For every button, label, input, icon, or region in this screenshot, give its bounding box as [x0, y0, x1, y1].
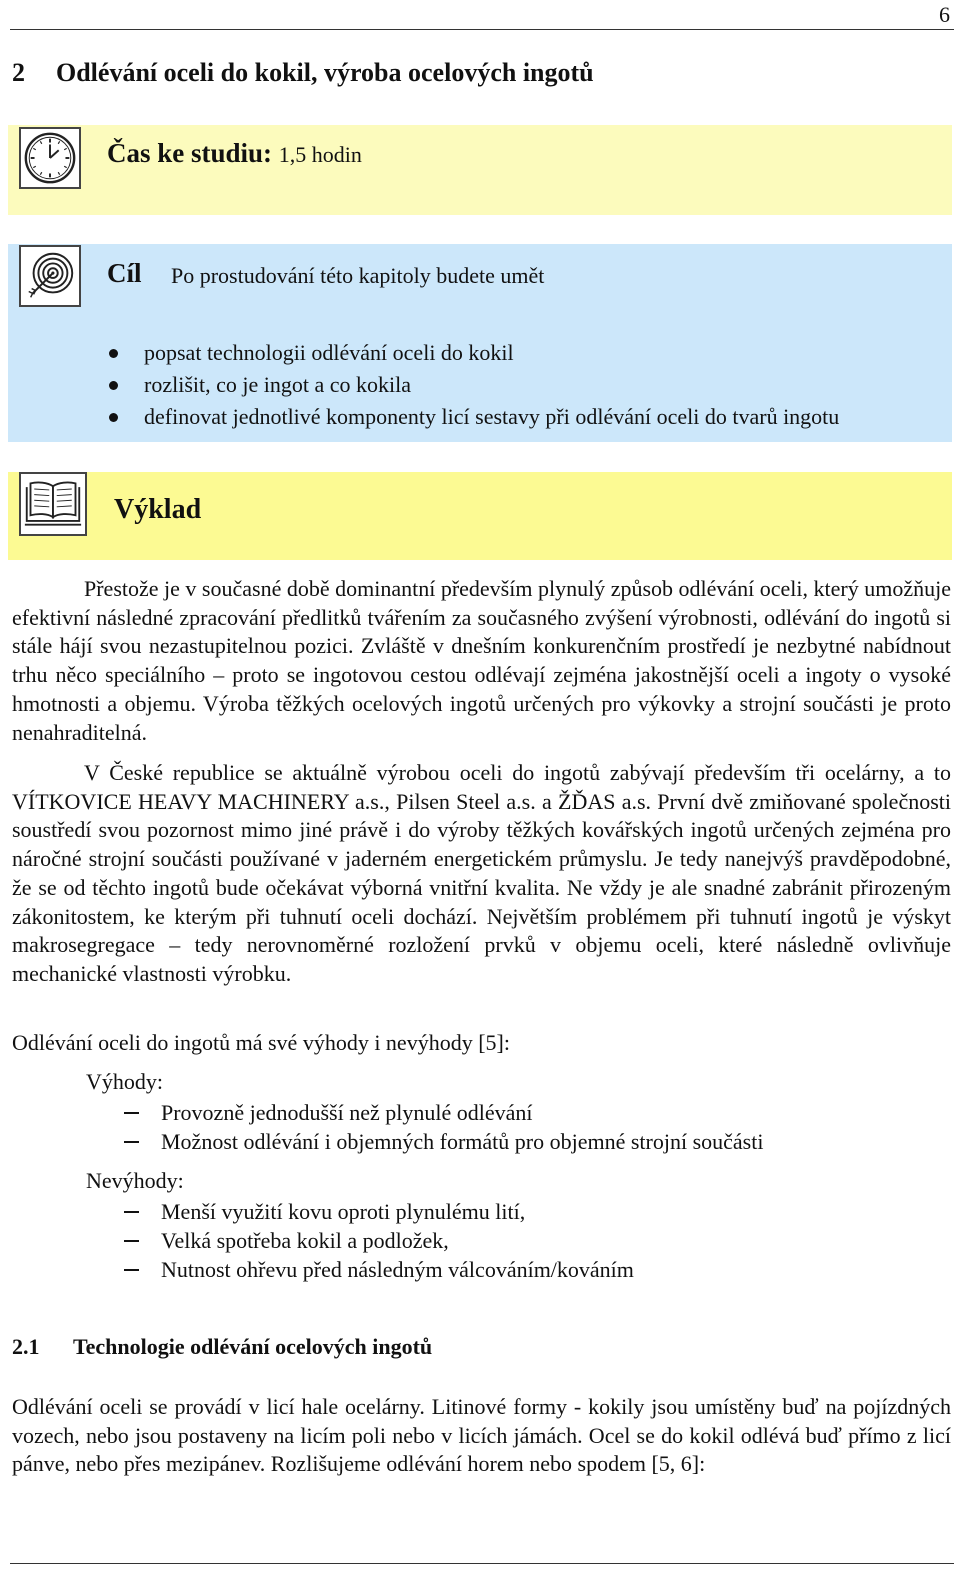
explanation-label: Výklad [114, 494, 202, 525]
book-icon [19, 472, 87, 536]
section-title-text: Technologie odlévání ocelových ingotů [73, 1334, 433, 1359]
section-number: 2.1 [12, 1334, 40, 1359]
chapter-title-text: Odlévání oceli do kokil, výroba ocelových ingotů [56, 58, 594, 87]
paragraph-2: V České republice se aktuálně výrobou oceli do ingotů zabývají především tři ocelárny, a to VÍTKOVICE HEAVY MACHINERY a.s., Pilsen Steel a.s. a ŽĎAS a.s. První dvě zmiňované společnosti soustředí svou pozornost mimo jiné právě i do výroby těžkých kovářských ingotů určených zejména pro náročné strojní součásti používané v jaderném energetickém průmyslu. Je tedy nanejvýš pravděpodobné, že se od těchto ingotů bude očekávat výborná vnitřní kvalita. Ne vždy je ale snadné zabránit přirozeným zákonitostem, ke kterým při tuhnutí oceli dochází. Největším problémem při tuhnutí ingotů je výskyt makrosegregace – tedy nerovnoměrné rozložení prvků v objemu oceli, které následně ovlivňuje mechanické vlastnosti výrobku. [12, 760, 951, 986]
paragraph-3: Odlévání oceli do ingotů má své výhody i nevýhody [5]: [12, 1030, 510, 1055]
list-item: Provozně jednodušší než plynulé odlévání [122, 1098, 763, 1127]
clock-icon [19, 127, 81, 189]
goal-intro: Po prostudování této kapitoly budete umět [171, 263, 545, 288]
target-icon [19, 245, 81, 307]
disadvantages-heading: Nevýhody: [86, 1168, 184, 1193]
section-paragraph: Odlévání oceli se provádí v licí hale ocelárny. Litinové formy - kokily jsou umístěny buď na pojízdných vozech, nebo jsou postaveny na licím poli nebo v licích jámách. Ocel se do kokil odlévá buď přímo z licí pánve, nebo přes mezipánev. Rozlišujeme odlévání horem nebo spodem [5, 6]: [12, 1394, 951, 1477]
list-item: Velká spotřeba kokil a podložek, [122, 1226, 634, 1255]
list-item: popsat technologii odlévání oceli do kokil [106, 337, 839, 369]
section-title [12, 1334, 432, 1360]
study-time-box [8, 125, 952, 215]
advantages-list [122, 1098, 763, 1156]
goal-box [8, 244, 952, 442]
paragraph-1: Přestože je v současné době dominantní především plynulý způsob odlévání oceli, který umožňuje efektivní následné zpracování předlitků tvářením za současného zvýšení výrobnosti, odlévání do ingotů si stále hájí svou nezastupitelnou pozici. Zvláště v dnešním konkurenčním prostředí je nezbytné nabídnout trhu něco speciálního – proto se ingotovou cestou odlévají zejména jakostnější oceli a ingoty o vysoké hmotnosti a objemu. Výroba těžkých ocelových ingotů určených pro výkovky a strojní součásti je proto nenahraditelná. [12, 576, 951, 745]
disadvantages-list [122, 1197, 634, 1284]
study-time-value: 1,5 hodin [278, 142, 362, 167]
study-time-label: Čas ke studiu: 1,5 hodin [107, 138, 362, 168]
chapter-title [12, 58, 594, 88]
list-item: Možnost odlévání i objemných formátů pro objemné strojní součásti [122, 1127, 763, 1156]
bottom-rule [10, 1563, 954, 1564]
list-item: Menší využití kovu oproti plynulému lití, [122, 1197, 634, 1226]
list-item: definovat jednotlivé komponenty licí sestavy při odlévání oceli do tvarů ingotu [106, 401, 839, 433]
list-item: Nutnost ohřevu před následným válcováním/kováním [122, 1255, 634, 1284]
explanation-box [8, 472, 952, 560]
chapter-number: 2 [12, 58, 25, 87]
goal-label: Cíl [107, 258, 142, 288]
list-item: rozlišit, co je ingot a co kokila [106, 369, 839, 401]
top-rule [10, 29, 954, 30]
goal-list [106, 337, 839, 433]
advantages-heading: Výhody: [86, 1069, 163, 1094]
page-number: 6 [939, 2, 950, 27]
